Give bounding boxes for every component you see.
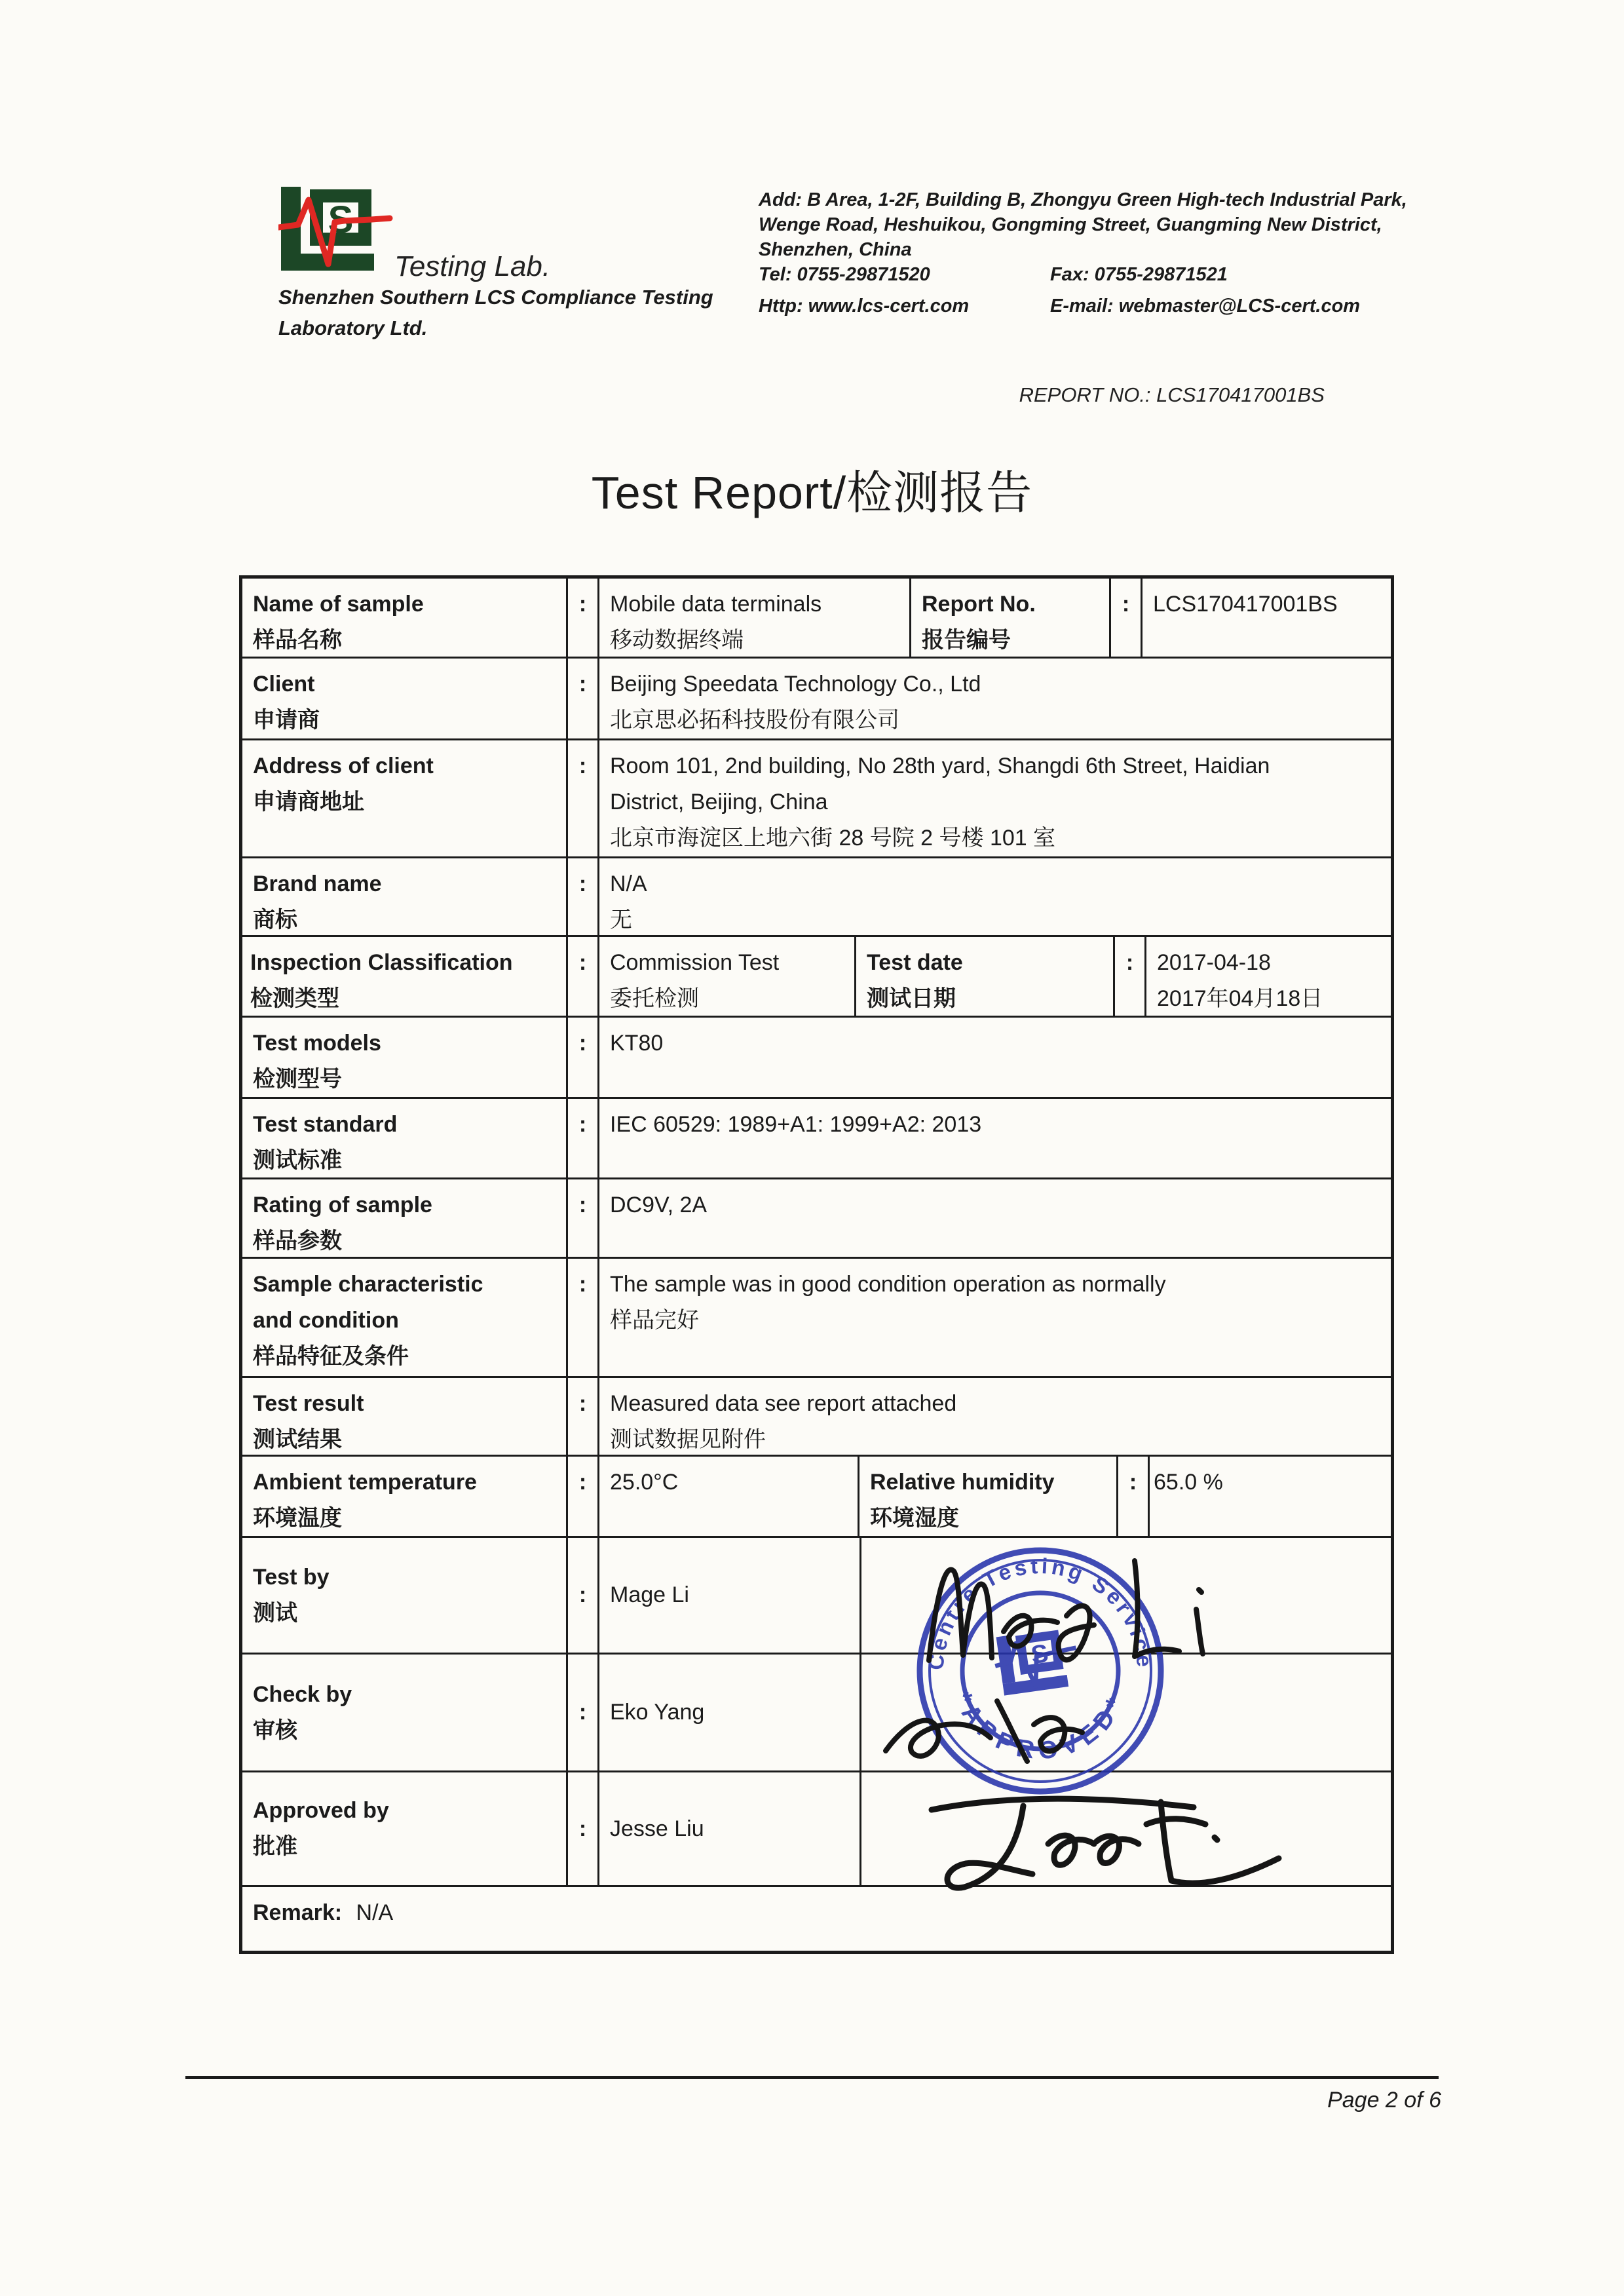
row-label — [242, 1772, 568, 1885]
row-label — [242, 858, 568, 935]
table-row-ambient-temperature — [242, 1457, 1391, 1538]
value-cell — [1150, 1457, 1391, 1536]
page-title: Test Report/检测报告 — [591, 467, 1033, 518]
label-zh: 测试 — [253, 1600, 297, 1626]
label-en: Ambient temperature — [253, 1470, 477, 1495]
label-en: Report No. — [922, 592, 1036, 617]
approved-by-signature-area — [861, 1772, 1391, 1885]
web-email-line — [759, 294, 1479, 318]
colon-cell: : — [568, 1179, 599, 1257]
value-line: 测试数据见附件 — [610, 1427, 766, 1452]
colon-cell: : — [568, 1457, 599, 1536]
label-en: Test date — [867, 950, 963, 975]
row-label — [242, 579, 568, 657]
row-label-2 — [911, 579, 1111, 657]
value-cell — [599, 1259, 1391, 1376]
colon-cell: : — [568, 1099, 599, 1177]
page-number: Page 2 of 6 — [1327, 2088, 1441, 2113]
label-zh: 环境温度 — [253, 1506, 342, 1531]
label-zh: 测试标准 — [253, 1148, 342, 1173]
svg-text:S: S — [1029, 1639, 1051, 1670]
label-zh: 商标 — [253, 908, 297, 932]
label-zh: 批准 — [253, 1834, 297, 1859]
value-line: 北京思必拓科技股份有限公司 — [610, 708, 899, 733]
address-line: Wenge Road, Heshuikou, Gongming Street, Guangming New District, — [759, 214, 1382, 235]
value-line: 样品完好 — [610, 1308, 699, 1333]
label-en: Check by — [253, 1681, 352, 1707]
table-row-test-by — [242, 1538, 1391, 1655]
lab-address-block — [759, 187, 1479, 318]
company-name-line1: Shenzhen Southern LCS Compliance Testing — [278, 286, 713, 309]
label-en: Approved by — [253, 1798, 389, 1823]
label-en: Client — [253, 672, 315, 697]
website-label: Http: www.lcs-cert.com — [759, 296, 970, 316]
row-label — [242, 1378, 568, 1455]
row-label — [242, 1018, 568, 1097]
table-row-sample-characteristic — [242, 1259, 1391, 1378]
value-cell — [599, 1018, 1391, 1097]
value-cell — [599, 1538, 861, 1653]
label-en: Relative humidity — [870, 1470, 1055, 1495]
colon-cell: : — [1118, 1457, 1150, 1536]
value-cell — [599, 1099, 1391, 1177]
row-label — [242, 659, 568, 738]
value-line: 2017-04-18 — [1157, 950, 1271, 975]
value-line: IEC 60529: 1989+A1: 1999+A2: 2013 — [610, 1112, 982, 1137]
lcs-logo-icon — [278, 185, 393, 272]
report-number-line: REPORT NO.: LCS170417001BS — [1019, 383, 1325, 406]
approver-name: Jesse Liu — [610, 1816, 704, 1841]
table-row-approved-by — [242, 1772, 1391, 1887]
test-by-signature-area — [861, 1538, 1391, 1653]
label-en: Test result — [253, 1391, 364, 1416]
row-label — [242, 1457, 568, 1536]
table-row-test-models — [242, 1018, 1391, 1099]
address-line: Shenzhen, China — [759, 239, 912, 260]
label-zh: 测试日期 — [867, 986, 956, 1011]
table-row-brand-name — [242, 858, 1391, 937]
label-zh: 审核 — [253, 1717, 297, 1743]
colon-cell: : — [568, 579, 599, 657]
row-label — [242, 1259, 568, 1376]
table-row-rating-of-sample — [242, 1179, 1391, 1259]
colon-cell: : — [568, 740, 599, 856]
value-cell — [599, 1378, 1391, 1455]
value-cell — [1142, 579, 1391, 657]
value-en: Mobile data terminals — [610, 592, 822, 617]
remark-label: Remark: — [253, 1900, 343, 1925]
stamp-arc-bottom-text: *APPROVED* — [949, 1688, 1132, 1766]
value-zh: 移动数据终端 — [610, 628, 744, 653]
value-cell — [599, 1655, 861, 1770]
value-cell — [1146, 937, 1391, 1016]
remark-cell — [242, 1887, 1391, 1951]
value-cell — [599, 659, 1391, 738]
label-en: Test by — [253, 1564, 330, 1590]
value-cell — [599, 1457, 859, 1536]
colon-cell: : — [1111, 579, 1142, 657]
checker-name: Eko Yang — [610, 1700, 705, 1725]
table-row-name-of-sample — [242, 579, 1391, 659]
tel-label: Tel: 0755-29871520 — [759, 264, 930, 285]
label-zh: 测试结果 — [253, 1427, 342, 1452]
table-row-inspection-classification — [242, 937, 1391, 1018]
testing-lab-caption: Testing Lab. — [394, 250, 551, 282]
colon-cell: : — [568, 937, 599, 1016]
table-row-client — [242, 659, 1391, 740]
tel-fax-line — [759, 262, 1479, 287]
svg-text:S: S — [328, 199, 354, 241]
stamp-arc-top-text: Centre Testing Service — [923, 1553, 1158, 1672]
label-en: Address of client — [253, 754, 434, 778]
row-label-2 — [856, 937, 1115, 1016]
value-cell — [599, 858, 1391, 935]
humidity-value: 65.0 % — [1154, 1470, 1223, 1495]
label-zh: 申请商 — [253, 708, 320, 733]
label-en: Sample characteristic — [253, 1272, 483, 1297]
value-cell — [599, 1772, 861, 1885]
value-cell — [599, 1179, 1391, 1257]
value-zh: 委托检测 — [610, 986, 699, 1011]
row-label — [242, 1538, 568, 1653]
footer-divider — [185, 2076, 1439, 2079]
label-zh: 样品名称 — [253, 628, 342, 653]
value-line: 无 — [610, 908, 632, 932]
row-label — [242, 1179, 568, 1257]
row-label — [242, 1655, 568, 1770]
value-cell — [599, 579, 911, 657]
label-en: Inspection Classification — [250, 950, 513, 975]
address-line: Add: B Area, 1-2F, Building B, Zhongyu Green High-tech Industrial Park, — [759, 189, 1407, 210]
table-row-test-result — [242, 1378, 1391, 1457]
check-by-signature-area — [861, 1655, 1391, 1770]
label-en: Name of sample — [253, 592, 424, 617]
value-line: DC9V, 2A — [610, 1193, 708, 1217]
colon-cell: : — [568, 858, 599, 935]
value-line: KT80 — [610, 1031, 664, 1056]
label-zh: 环境湿度 — [870, 1506, 959, 1531]
row-label — [242, 1099, 568, 1177]
value-line: 2017年04月18日 — [1157, 986, 1323, 1011]
colon-cell: : — [568, 1772, 599, 1885]
label-zh: 报告编号 — [922, 628, 1011, 653]
value-en: Commission Test — [610, 950, 780, 975]
table-row-check-by — [242, 1655, 1391, 1772]
colon-cell: : — [568, 659, 599, 738]
value-cell — [599, 937, 856, 1016]
colon-cell: : — [568, 1259, 599, 1376]
table-row-test-standard — [242, 1099, 1391, 1179]
report-info-table — [239, 575, 1394, 1954]
label-zh: 申请商地址 — [253, 790, 364, 814]
label-zh: 检测类型 — [250, 986, 339, 1011]
label-en: Test standard — [253, 1112, 398, 1137]
label-zh: 检测型号 — [253, 1067, 342, 1092]
value-line: Room 101, 2nd building, No 28th yard, Shangdi 6th Street, Haidian — [610, 754, 1270, 778]
row-label — [242, 937, 568, 1016]
value-line: The sample was in good condition operation as normally — [610, 1272, 1166, 1297]
value-line: 北京市海淀区上地六街 28 号院 2 号楼 101 室 — [610, 826, 1056, 851]
label-en: and condition — [253, 1308, 399, 1333]
colon-cell: : — [568, 1655, 599, 1770]
colon-cell: : — [568, 1538, 599, 1653]
value-line: N/A — [610, 871, 647, 896]
value-cell — [599, 740, 1391, 856]
label-en: Rating of sample — [253, 1193, 432, 1217]
label-en: Brand name — [253, 871, 382, 896]
company-name — [278, 282, 776, 343]
row-label — [242, 740, 568, 856]
email-label: E-mail: webmaster@LCS-cert.com — [1050, 296, 1361, 316]
remark-value: N/A — [356, 1900, 394, 1925]
label-en: Test models — [253, 1031, 381, 1056]
temperature-value: 25.0°C — [610, 1470, 679, 1495]
label-zh: 样品参数 — [253, 1229, 342, 1253]
tester-name: Mage Li — [610, 1582, 689, 1607]
fax-label: Fax: 0755-29871521 — [1050, 264, 1228, 285]
label-zh: 样品特征及条件 — [253, 1344, 409, 1369]
value-line: Measured data see report attached — [610, 1391, 957, 1416]
table-row-address-of-client — [242, 740, 1391, 858]
colon-cell: : — [1115, 937, 1146, 1016]
report-no-value: LCS170417001BS — [1153, 592, 1338, 617]
value-line: Beijing Speedata Technology Co., Ltd — [610, 672, 981, 697]
value-line: District, Beijing, China — [610, 790, 828, 814]
company-name-line2: Laboratory Ltd. — [278, 316, 428, 339]
row-label-2 — [859, 1457, 1118, 1536]
colon-cell: : — [568, 1018, 599, 1097]
table-row-remark — [242, 1887, 1391, 1951]
colon-cell: : — [568, 1378, 599, 1455]
